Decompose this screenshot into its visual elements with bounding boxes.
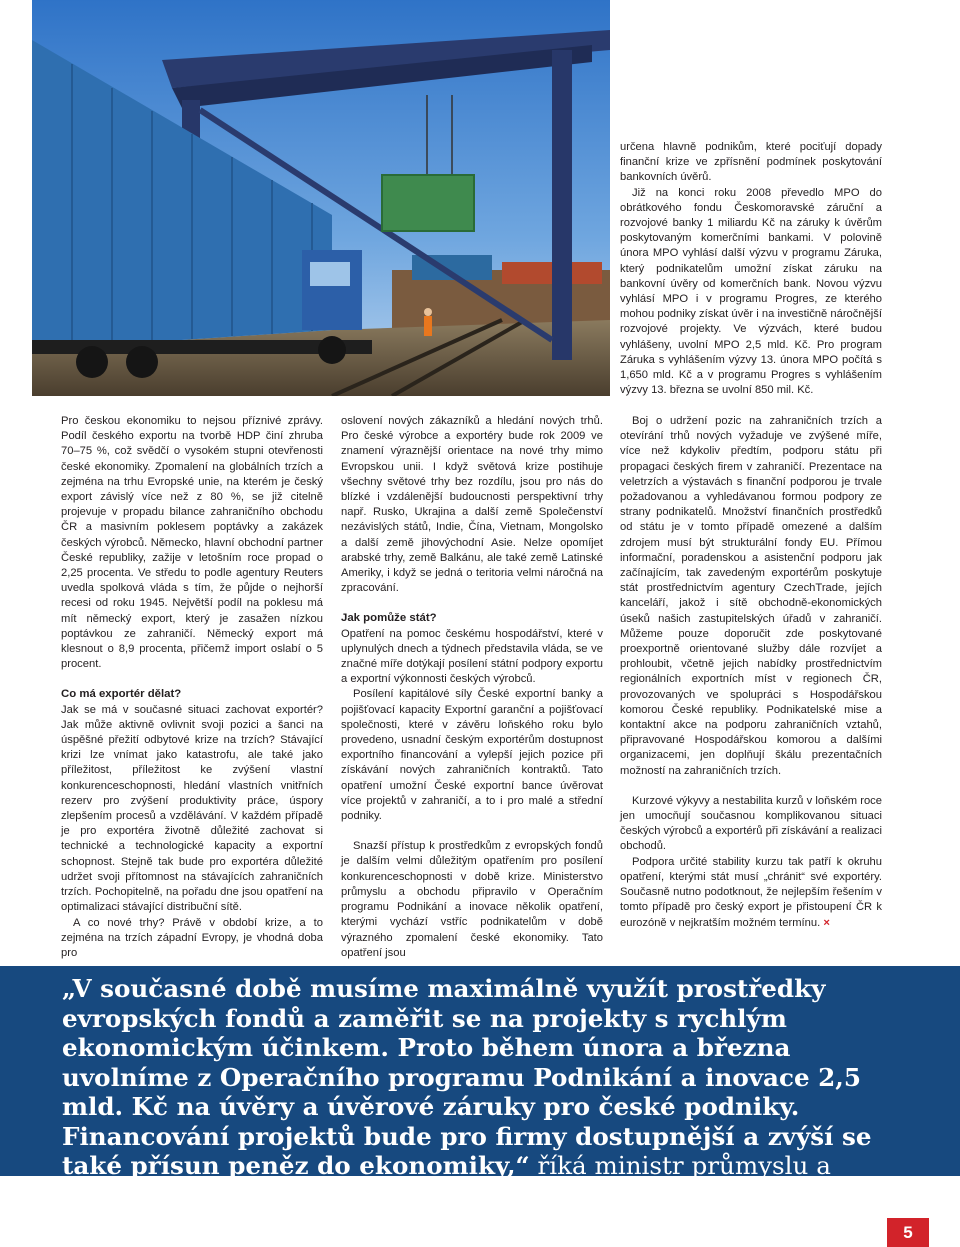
- col1-paragraph-3: A co nové trhy? Právě v období krize, a to zejména na trzích západní Evropy, je vhodná doba pro: [61, 916, 323, 959]
- col2-paragraph-2: Opatření na pomoc českému hospodářství, které v uplynulých dnech a týdnech představila vláda, se ve značné míře dotýkají posílení státní podpory exportu a exportní výkonnosti českých výrobců.: [341, 627, 603, 686]
- end-mark-icon: ×: [823, 916, 830, 929]
- col3-paragraph-1: Boj o udržení pozic na zahraničních trzích a otevírání trhů nových vyžaduje ve zvýšené míře, více než kdykoliv předtím, podporu státu při propagaci českých firem v zahraničí. Prezentace na veletrzích a výstavách s finanční podporou je trvale požadovanou a vyhledávanou formou podpory ze strany podnikatelů. Množství finančních prostředků od státu je v tomto případě omezené a dalším zdrojem musí být strukturální fondy EU. Přímou informační, poradenskou a asistenční podporu jak začínajícím, tak zavedeným exportérům poskytuje stát prostřednictvím agentury CzechTrade, jejích kanceláří, jakož i sítě obchodně-ekonomických úseků našich zastupitelských úřadů v zahraničí. Můžeme pouze doporučit zde poskytované proexportně orientované služby dále rozvíjet a prohloubit, včetně jejich nabídky prostřednictvím regionálních exportních míst v regionech ČR, provozovaných ve spolupráci s Hospodářskou komorou České republiky. Podnikatelské mise a kontaktní akce na podporu zahraničních vztahů, připravované Hospodářskou komorou a dalšími organizacemi, jen doplňují škálu prezentačních možností na zahraničních trzích.: [620, 415, 882, 777]
- quote-bold-text: „V současné době musíme maximálně využít prostředky evropských fondů a zaměřit se na projekty s rychlým ekonomickým účinkem. Proto během února a března uvolníme z Operačního programu Podnikání a inovace 2,5 mld. Kč na úvěry a úvěrové záruky pro české podniky. Financování projektů bude pro firmy dostupnější a zvýší se také přísun peněz do ekonomiky,“: [62, 974, 872, 1180]
- col3-paragraph-2: Kurzové výkyvy a nestabilita kurzů v loňském roce jen umocňují současnou komplikovanou situaci českých výrobců a exportérů při získávání a realizaci obchodů.: [620, 794, 882, 853]
- article-column-2: [341, 414, 603, 961]
- intro-paragraph-2: Již na konci roku 2008 převedlo MPO do obrátkového fondu Českomoravské záruční a rozvojové banky 1 miliardu Kč na záruky k úvěrům poskytovaným komerčními bankami. V polovině února MPO vyhlásí další výzvu v programu Záruka, který podnikatelům umožní získat záruku na bankovní úvěry od komerčních bank. Novou výzvu vyhlásí MPO i v programu Progres, ze kterého mohou podniky získat úvěr i na investičně náročnější rozvojové projekty. Ve výzvách, které budou vyhlášeny, uvolní MPO 2,5 mld. Kč. Pro program Záruka s vyhlášením výzvy 13. února MPO počítá s 1,650 mld. Kč a v programu Progres s vyhlášením výzvy 13. března se uvolní 850 mil. Kč.: [620, 186, 882, 397]
- col1-paragraph-1: Pro českou ekonomiku to nejsou příznivé zprávy. Podíl českého exportu na tvorbě HDP činí zhruba 70–75 %, což svědčí o vysokém stupni otevřenosti české ekonomiky. Zpomalení na globálních trzích a zejména na trhu Evropské unie, na kterém je český export závislý více než z 80 %, se již citelně projevuje v propadu bilance zahraničního obchodu ČR a masivním poklesem poptávky a zakázek českých výrobců. Německo, hlavní obchodní partner České republiky, zažije v letošním roce propad o 2,25 procenta. Ve středu to podle agentury Reuters uvedla spolková vláda s tím, že půjde o nejhorší recesi od roku 1945. Největší podíl na poklesu má mít německý export, který je zasažen nízkou poptávkou ze zahraničí. Německý export má klesnout o 8,9 procenta, přičemž import oslabí o 5 procent.: [61, 415, 323, 671]
- col2-paragraph-4: Snazší přístup k prostředkům z evropských fondů je dalším velmi důležitým opatřením pro posílení konkurenceschopnosti v době krize. Ministerstvo průmyslu a obchodu připravilo v Operačním programu Podnikání a inovace několik opatření, kterými vychází vstříc podnikatelům v době výrazného zpomalení české ekonomiky. Tato opatření jsou: [341, 840, 603, 959]
- page-number: 5: [887, 1218, 929, 1247]
- quote-attribution: říká ministr průmyslu a obchodu Martin Říman.: [62, 1151, 831, 1210]
- col2-paragraph-3: Posílení kapitálové síly České exportní banky a pojišťovací kapacity Exportní garanční a pojišťovací společnosti, které v závěru loňského roku bylo provedeno, usnadní českým exportérům dostupnost exportního financování a vylepší jejich pozice při získávání nových zahraničních kontraktů. Tato opatření umožní České exportní bance úvěrovat více projektů v zahraničí, a to i pro malé a střední podniky.: [341, 688, 603, 823]
- intro-column: [620, 140, 882, 398]
- col1-heading: Co má exportér dělat?: [61, 688, 182, 701]
- container-port-photo: [32, 0, 610, 396]
- intro-paragraph-1: určena hlavně podnikům, které pociťují dopady finanční krize ve zpřísnění podmínek poskytování bankovních úvěrů.: [620, 141, 882, 184]
- col2-heading: Jak pomůže stát?: [341, 612, 437, 625]
- minister-quote: [62, 974, 902, 1210]
- article-column-1: [61, 414, 323, 961]
- col3-paragraph-3-text: Podpora určité stability kurzu tak patří k okruhu opatření, kterými stát musí „chránit“ své exportéry. Současně nutno podotknout, že nejlepším řešením v tomto případě pro český export je přistoupení ČR k eurozóně v nejkratším možném termínu.: [620, 855, 882, 929]
- col2-paragraph-1: oslovení nových zákazníků a hledání nových trhů. Pro české výrobce a exportéry bude rok 2009 ve znamení výraznější orientace na nové trhy mimo Evropskou unii. I když světová krize postihuje všechny světové trhy bez rozdílu, jsou pro nás do blízké i vzdálenější budoucnosti perspektivní trhy např. Rusko, Ukrajina a další země Společenství nezávislých států, Indie, Čína, Vietnam, Mongolsko a další země jihovýchodní Asie. Nelze opomíjet arabské trhy, země Balkánu, ale také země Latinské Ameriky, i když se jedná o teritoria velmi náročná na zpracování.: [341, 415, 603, 595]
- col1-paragraph-2: Jak se má v současné situaci zachovat exportér? Jak může aktivně ovlivnit svoji pozici a šanci na úspěšné přežití odbytové krize na trzích? Stávající krizi lze vnímat jako katastrofu, ale také jako příležitost, příležitost ke zvýšení vlastní konkurenceschopnosti, hledání vlastních vnitřních rezerv pro zvýšení produktivity práce, úspory zlepšením procesů a vzdělávání. V každém případě je pro exportéra životně důležité zachovat si technické a technologické kapacity a exportní schopnost. Stejně tak bude pro exportéra důležité udržet svoji přítomnost na stávajících zahraničních trzích. Pochopitelně, na pořadu dne jsou opatření na optimalizaci stávající distribuční sítě.: [61, 703, 323, 914]
- article-column-3: [620, 414, 882, 931]
- col3-paragraph-3: [620, 855, 882, 931]
